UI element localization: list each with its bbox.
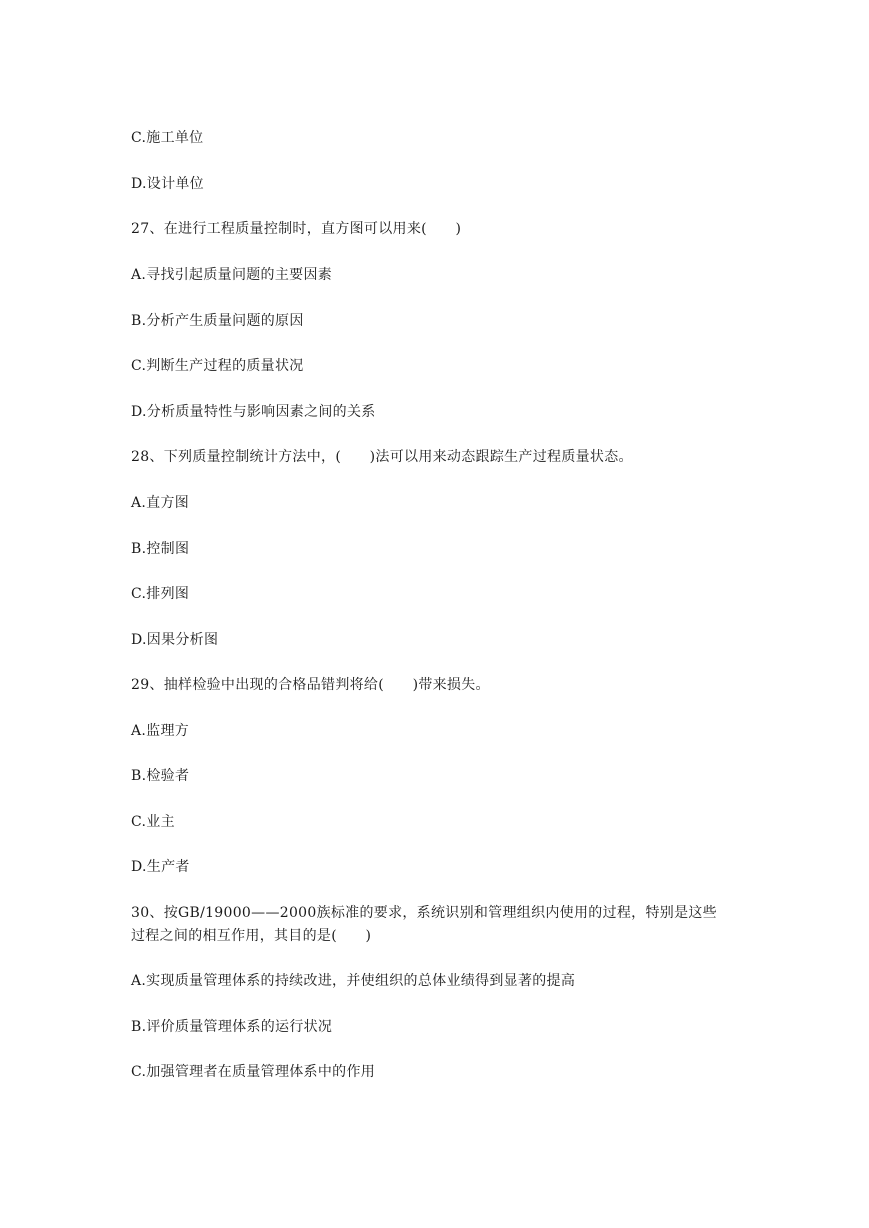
question-27: 27、在进行工程质量控制时，直方图可以用来( ) xyxy=(131,221,462,237)
option-b-q29: B.检验者 xyxy=(131,768,190,784)
option-d-q26: D.设计单位 xyxy=(131,176,204,192)
question-30-line2: 过程之间的相互作用，其目的是( ) xyxy=(131,928,372,944)
option-c-q30: C.加强管理者在质量管理体系中的作用 xyxy=(131,1064,376,1080)
option-b-q28: B.控制图 xyxy=(131,541,190,557)
option-a-q29: A.监理方 xyxy=(131,723,190,739)
option-a-q30: A.实现质量管理体系的持续改进，并使组织的总体业绩得到显著的提高 xyxy=(131,973,576,989)
option-c-q26: C.施工单位 xyxy=(131,130,204,146)
option-c-q28: C.排列图 xyxy=(131,586,190,602)
option-c-q29: C.业主 xyxy=(131,814,175,830)
question-30-line1: 30、按GB/19000——2000族标准的要求，系统识别和管理组织内使用的过程，特别是这些 xyxy=(131,905,717,921)
option-b-q30: B.评价质量管理体系的运行状况 xyxy=(131,1019,333,1035)
option-d-q28: D.因果分析图 xyxy=(131,632,219,648)
option-c-q27: C.判断生产过程的质量状况 xyxy=(131,358,304,374)
option-a-q27: A.寻找引起质量问题的主要因素 xyxy=(131,267,333,283)
question-29: 29、抽样检验中出现的合格品错判将给( )带来损失。 xyxy=(131,677,490,693)
option-b-q27: B.分析产生质量问题的原因 xyxy=(131,313,304,329)
option-d-q27: D.分析质量特性与影响因素之间的关系 xyxy=(131,404,376,420)
question-28: 28、下列质量控制统计方法中，( )法可以用来动态跟踪生产过程质量状态。 xyxy=(131,449,633,465)
option-d-q29: D.生产者 xyxy=(131,859,190,875)
option-a-q28: A.直方图 xyxy=(131,495,190,511)
